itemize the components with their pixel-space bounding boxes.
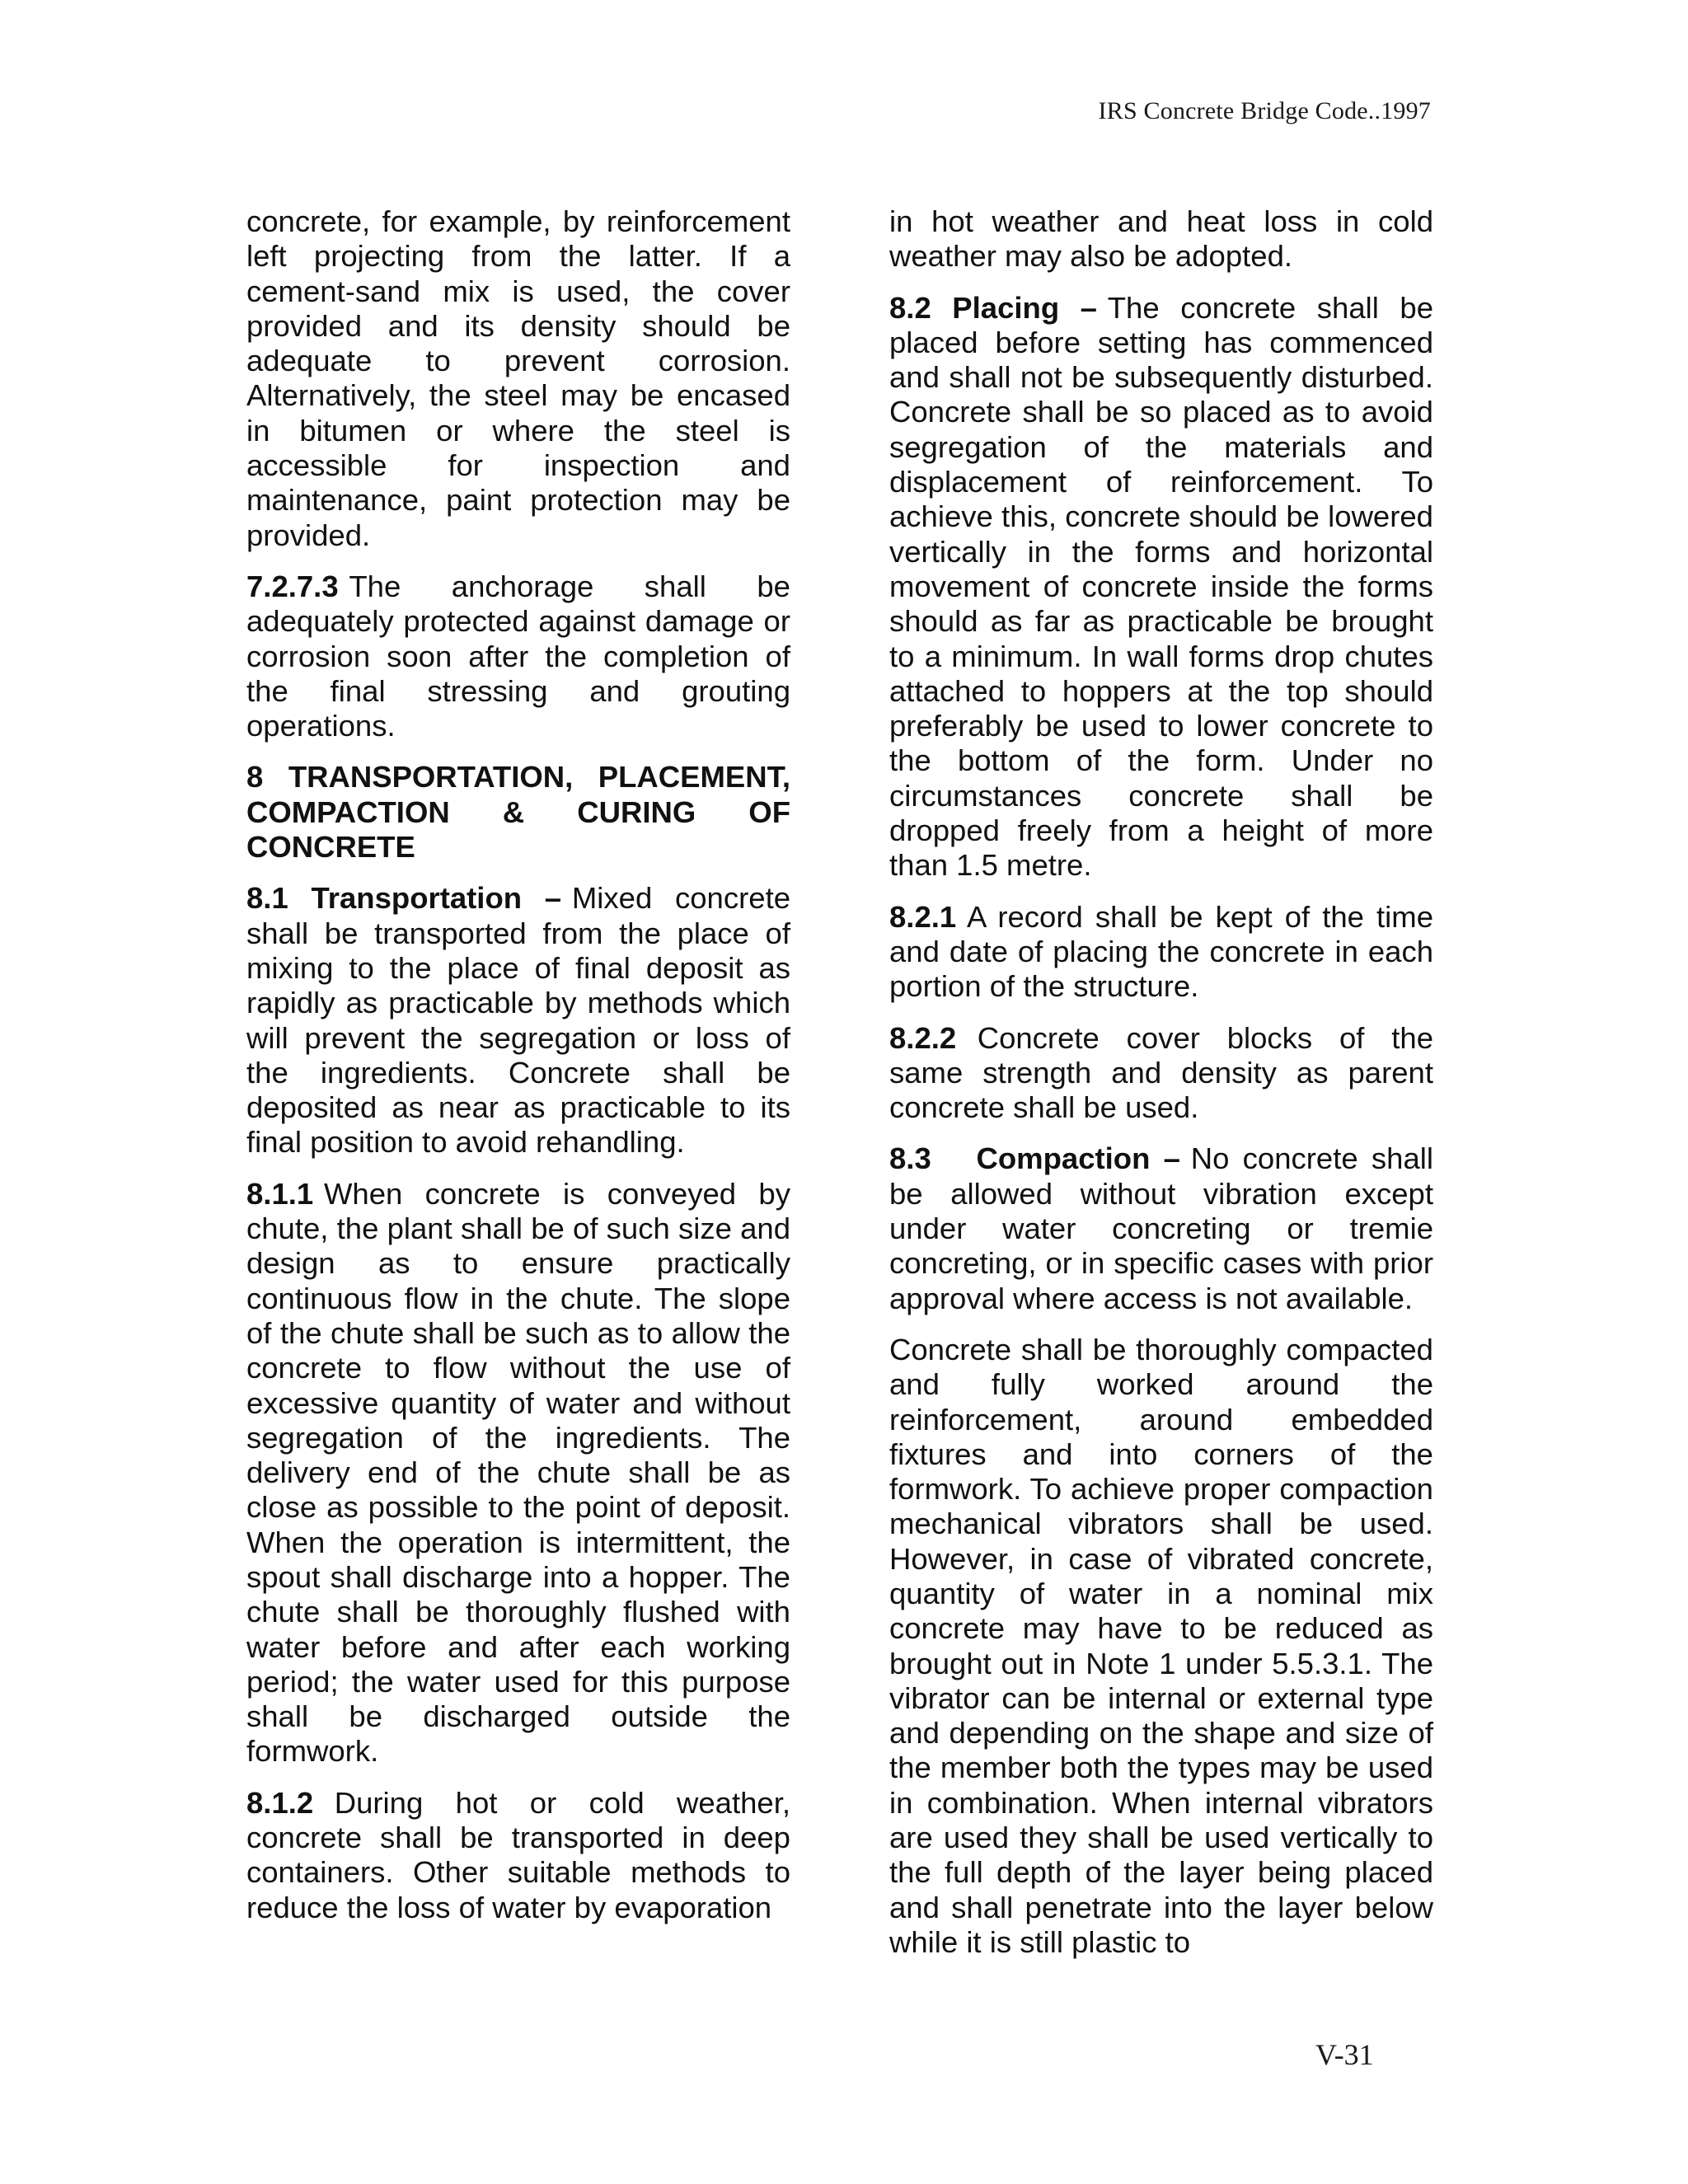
paragraph-8-3 [889, 1141, 1433, 1315]
paragraph-text: Concrete shall be thoroughly compacted and fully worked around the reinforcement, around embedded fixtures and into corners of the formwork. To achieve proper compaction mechanical vibrators shall be used. However, in case of vibrated concrete, quantity of water in a nominal mix concrete may have to be reduced as brought out in Note 1 under 5.5.3.1. The vibrator can be internal or external type and depending on the shape and size of the member both the types may be used in combination. When internal vibrators are used they shall be used vertically to the full depth of the layer being placed and shall penetrate into the layer below while it is still plastic to [889, 1332, 1433, 1959]
paragraph-cover-continuation [246, 204, 790, 553]
page-number: V-31 [1315, 2038, 1374, 2071]
paragraph-text: No concrete shall be allowed without vibration except under water concreting or tremie concreting, or in specific cases with prior approval where access is not available. [889, 1141, 1433, 1315]
paragraph-8-1-1 [246, 1177, 790, 1769]
clause-number: 7.2.7.3 [246, 569, 339, 603]
clause-number: 8.1.1 [246, 1176, 314, 1211]
clause-number: 8.2.2 [889, 1020, 957, 1055]
paragraph-weather-continuation [889, 204, 1433, 274]
paragraph-text: During hot or cold weather, concrete shall be transported in deep containers. Other suitable methods to reduce the loss of water by evaporation [246, 1785, 790, 1924]
paragraph-text: concrete, for example, by reinforcement left projecting from the latter. If a cement-sand mix is used, the cover provided and its density should be adequate to prevent corrosion. Alternatively, the steel may be encased in bitumen or where the steel is accessible for inspection and maintenance, paint protection may be provided. [246, 204, 790, 552]
clause-number: 8.3 [889, 1141, 931, 1176]
paragraph-8-1-2 [246, 1786, 790, 1925]
paragraph-text: The anchorage shall be adequately protected against damage or corrosion soon after the completion of the final stressing and grouting operations. [246, 569, 790, 743]
paragraph-text: in hot weather and heat loss in cold weather may also be adopted. [889, 204, 1433, 274]
paragraph-8-2-1 [889, 900, 1433, 1005]
paragraph-text: Mixed concrete shall be transported from the place of mixing to the place of final deposit as rapidly as practicable by methods which will prevent the segregation or loss of the ingredients. Concrete shall be deposited as near as practicable to its final position to avoid rehandling. [246, 881, 791, 1160]
running-header: IRS Concrete Bridge Code..1997 [1098, 97, 1431, 124]
clause-title: Compaction – [976, 1141, 1180, 1176]
clause-number: 8.1.2 [246, 1785, 314, 1820]
paragraph-text: When concrete is conveyed by chute, the plant shall be of such size and design as to ensure practically continuous flow in the chute. The slope of the chute shall be such as to allow the concrete to flow without the use of excessive quantity of water and without segregation of the ingredients. The delivery end of the chute shall be as close as possible to the point of deposit. When the operation is intermittent, the spout shall discharge into a hopper. The chute shall be thoroughly flushed with water before and after each working period; the water used for this purpose shall be discharged outside the formwork. [246, 1176, 790, 1769]
right-column [889, 204, 1433, 1976]
paragraph-7-2-7-3 [246, 569, 790, 743]
left-column [246, 204, 790, 1942]
paragraph-compaction-detail [889, 1333, 1433, 1960]
section-heading-8: 8 TRANSPORTATION, PLACEMENT, COMPACTION & CURING OF CONCRETE [246, 760, 790, 865]
paragraph-8-2 [889, 291, 1433, 883]
paragraph-8-1 [246, 881, 790, 1160]
clause-title: 8.1 Transportation – [246, 881, 562, 916]
paragraph-text: Concrete cover blocks of the same strength and density as parent concrete shall be used. [889, 1020, 1433, 1125]
clause-title: 8.2 Placing – [889, 290, 1097, 325]
paragraph-text: The concrete shall be placed before setting has commenced and shall not be subsequently disturbed. Concrete shall be so placed as to avoid segregation of the materials and displacement of reinforcement. To achieve this, concrete should be lowered vertically in the forms and horizontal movement of concrete inside the forms should as far as practicable be brought to a minimum. In wall forms drop chutes attached to hoppers at the top should preferably be used to lower concrete to the bottom of the form. Under no circumstances concrete shall be dropped freely from a height of more than 1.5 metre. [889, 290, 1433, 883]
paragraph-text: A record shall be kept of the time and date of placing the concrete in each portion of the structure. [889, 899, 1433, 1004]
clause-number: 8.2.1 [889, 899, 957, 934]
paragraph-8-2-2 [889, 1021, 1433, 1126]
